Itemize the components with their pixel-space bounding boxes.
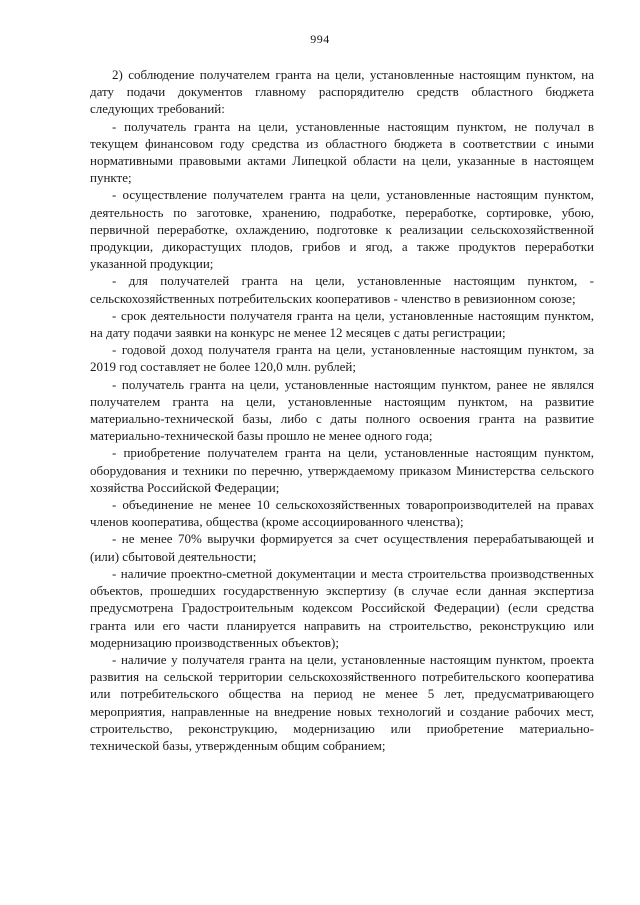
paragraph-members-count: - объединение не менее 10 сельскохозяйственных товаропроизводителей на правах членов кооператива, общества (кроме ассоциированного членства); xyxy=(90,497,594,530)
paragraph-activity-scope: - осуществление получателем гранта на цели, установленные настоящим пунктом, деятельность по заготовке, хранению, подработке, переработке, сортировке, убою, первичной переработке, охлаждению, подготовке к реализации сельскохозяйственной продукции, дикорастущих плодов, грибов и ягод, а также продуктов переработки указанной продукции; xyxy=(90,187,594,272)
paragraph-requirements-intro: 2) соблюдение получателем гранта на цели, установленные настоящим пунктом, на дату подачи документов главному распорядителю средств областного бюджета следующих требований: xyxy=(90,67,594,117)
paragraph-annual-income: - годовой доход получателя гранта на цели, установленные настоящим пунктом, за 2019 год составляет не более 120,0 млн. рублей; xyxy=(90,342,594,375)
paragraph-audit-union: - для получателей гранта на цели, установленные настоящим пунктом, - сельскохозяйственных потребительских кооперативов - членство в ревизионном союзе; xyxy=(90,273,594,306)
paragraph-equipment-purchase: - приобретение получателем гранта на цели, установленные настоящим пунктом, оборудования и техники по перечню, утверждаемому приказом Министерства сельского хозяйства Российской Федерации; xyxy=(90,445,594,495)
paragraph-revenue-share: - не менее 70% выручки формируется за счет осуществления перерабатывающей и (или) сбытовой деятельности; xyxy=(90,531,594,564)
paragraph-previous-grant: - получатель гранта на цели, установленные настоящим пунктом, ранее не являлся получателем гранта на цели, установленные настоящим пунктом, на развитие материально-технической базы, либо с даты полного освоения гранта на развитие материально-технической базы прошло не менее одного года; xyxy=(90,376,594,444)
paragraph-design-documentation: - наличие проектно-сметной документации и места строительства производственных объектов, прошедших государственную экспертизу (в случае если данная экспертиза предусмотрена Градостроительным кодексом Российской Федерации) (если средства гранта или его части планируется направить на строительство, реконструкцию или модернизацию производственных объектов); xyxy=(90,565,594,650)
document-body xyxy=(90,66,594,754)
page-number: 994 xyxy=(310,32,330,46)
paragraph-operating-period: - срок деятельности получателя гранта на цели, установленные настоящим пунктом, на дату подачи заявки на конкурс не менее 12 месяцев с даты регистрации; xyxy=(90,307,594,341)
paragraph-development-project: - наличие у получателя гранта на цели, установленные настоящим пунктом, проекта развития на сельской территории сельскохозяйственного потребительского кооператива или потребительского общества на период не менее 5 лет, предусматривающего мероприятия, направленные на внедрение новых технологий и создание рабочих мест, строительство, реконструкцию, модернизацию или приобретение материально-технической базы, утвержденным общим собранием; xyxy=(90,651,594,753)
paragraph-no-other-funds: - получатель гранта на цели, установленные настоящим пунктом, не получал в текущем финансовом году средства из областного бюджета в соответствии с иными нормативными правовыми актами Липецкой области на цели, указанные в настоящем пункте; xyxy=(90,118,594,186)
